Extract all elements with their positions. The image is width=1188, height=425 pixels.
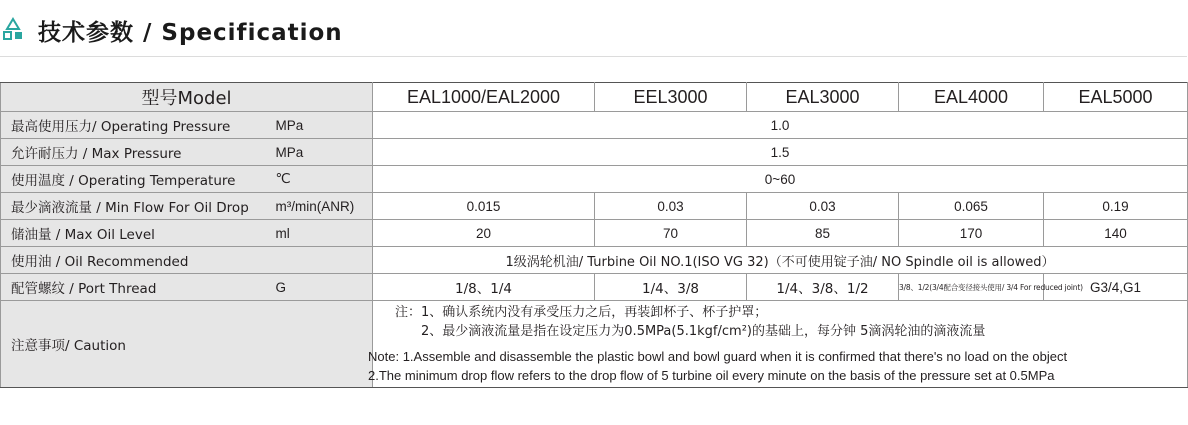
table-cell: 0.03 — [595, 193, 747, 220]
page-title: 技术参数 / Specification — [38, 20, 343, 46]
table-row — [1, 247, 1188, 274]
note-line: Note: 1.Assemble and disassemble the plastic bowl and bowl guard when it is confirmed that there's no load on the object — [368, 349, 1068, 364]
table-cell: 140 — [1044, 220, 1188, 247]
param-label: 使用温度 / Operating Temperature — [1, 166, 276, 193]
table-cell: 70 — [595, 220, 747, 247]
unit-label — [276, 247, 373, 274]
table-row — [1, 166, 1188, 193]
column-header-model: 型号Model — [1, 83, 373, 112]
table-cell: 0.19 — [1044, 193, 1188, 220]
column-header: EAL3000 — [747, 83, 899, 112]
param-label: 注意事项/ Caution — [1, 301, 373, 388]
table-row — [1, 193, 1188, 220]
table-row-caution — [1, 301, 1188, 388]
table-cell: G3/4,G1 — [1044, 274, 1188, 301]
column-header: EAL5000 — [1044, 83, 1188, 112]
table-header-row — [1, 83, 1188, 112]
specification-table — [0, 82, 1188, 388]
table-cell: 20 — [373, 220, 595, 247]
unit-label: ml — [276, 220, 373, 247]
param-label: 配管螺纹 / Port Thread — [1, 274, 276, 301]
table-cell: 170 — [899, 220, 1044, 247]
table-cell: 1.0 — [373, 112, 1188, 139]
table-cell: 1/8、1/4 — [373, 274, 595, 301]
param-label: 最高使用压力/ Operating Pressure — [1, 112, 276, 139]
table-cell: 0.015 — [373, 193, 595, 220]
param-label: 最少滴液流量 / Min Flow For Oil Drop — [1, 193, 276, 220]
unit-label: m³/min(ANR) — [276, 193, 373, 220]
table-cell: 0.03 — [747, 193, 899, 220]
caution-note — [368, 301, 1188, 388]
table-cell: 1级涡轮机油/ Turbine Oil NO.1(ISO VG 32)（不可使用锭子油/ NO Spindle oil is allowed） — [373, 247, 1188, 274]
unit-label: MPa — [276, 112, 373, 139]
param-label: 使用油 / Oil Recommended — [1, 247, 276, 274]
column-header: EAL4000 — [899, 83, 1044, 112]
param-label: 储油量 / Max Oil Level — [1, 220, 276, 247]
unit-label: ℃ — [276, 166, 373, 193]
table-row — [1, 220, 1188, 247]
column-header: EEL3000 — [595, 83, 747, 112]
unit-label: MPa — [276, 139, 373, 166]
section-header — [0, 10, 1187, 50]
unit-label: G — [276, 274, 373, 301]
note-line: 注：1、确认系统内没有承受压力之后，再装卸杯子、杯子护罩； — [395, 305, 768, 320]
table-row — [1, 139, 1188, 166]
table-cell: 1/4、3/8、1/2 — [747, 274, 899, 301]
table-cell: 1.5 — [373, 139, 1188, 166]
table-cell: 0~60 — [373, 166, 1188, 193]
note-line: 2.The minimum drop flow refers to the drop flow of 5 turbine oil every minute on the basis of the pressure set at 0.5MPa — [368, 368, 1055, 383]
table-row — [1, 274, 1188, 301]
triangle-squares-icon — [3, 17, 23, 43]
table-row — [1, 112, 1188, 139]
table-cell: 85 — [747, 220, 899, 247]
column-header: EAL1000/EAL2000 — [373, 83, 595, 112]
table-cell: 1/4、3/8 — [595, 274, 747, 301]
table-cell: 0.065 — [899, 193, 1044, 220]
note-line: 2、最少滴液流量是指在设定压力为0.5MPa(5.1kgf/cm²)的基础上，每分钟 5滴涡轮油的滴液流量 — [421, 324, 986, 339]
header-divider — [0, 56, 1187, 57]
table-cell: 3/8、1/2(3/4配合变径接头使用/ 3/4 For reduced joint) — [899, 274, 1044, 301]
param-label: 允许耐压力 / Max Pressure — [1, 139, 276, 166]
